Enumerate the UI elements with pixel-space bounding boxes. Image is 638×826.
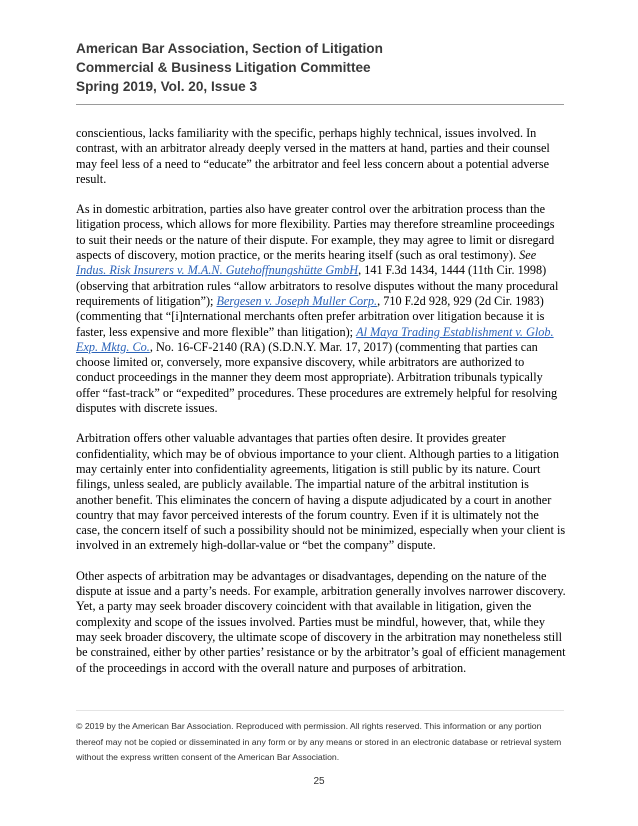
paragraph-2-text-1: As in domestic arbitration, parties also have greater control over the arbitration process than the litigation process, which allows for more flexibility. Parties may therefore streamline proceedings to suit their needs or the nature of their dispute. For example, they may agree to limit or disregard aspects of discovery, motion practice, or the merits hearing itself (such as oral testimony). — [76, 202, 555, 263]
paragraph-2-text-4: , No. 16-CF-2140 (RA) (S.D.N.Y. Mar. 17, 2017) (commenting that parties can choose limited or, conversely, more expansive discovery, while arbitrators are authorized to conduct proceedings in the manner they deem most appropriate). Arbitration tribunals typically offer “fast-track” or “expedited” procedures. These procedures are extremely helpful for resolving disputes with discrete issues. — [76, 339, 558, 416]
paragraph-2-text-2: , 141 F.3d 1434, 1444 (11th Cir. 1998) (observing that arbitration rules “allow arbitrators to resolve disputes without the many procedural requirements of litigation”); — [76, 263, 559, 308]
case-link-bergesen[interactable]: Bergesen v. Joseph Muller Corp. — [216, 293, 378, 308]
case-link-al-maya[interactable]: Al Maya Trading Establishment v. Glob. Exp. Mktg. Co. — [76, 324, 554, 354]
paragraph-2 — [76, 202, 566, 416]
header-issue: Spring 2019, Vol. 20, Issue 3 — [76, 79, 258, 94]
signal-see: See — [519, 248, 537, 263]
header-committee: Commercial & Business Litigation Committee — [76, 60, 371, 75]
page-header — [76, 39, 564, 96]
article-body — [76, 126, 566, 691]
footer-divider — [76, 710, 564, 711]
copyright-notice: © 2019 by the American Bar Association. Reproduced with permission. All rights reserved. This information or any portion thereof may not be copied or disseminated in any form or by any means or stored in an electronic database or retrieval system without the express written consent of the American Bar Association. — [76, 721, 562, 762]
header-organization: American Bar Association, Section of Litigation — [76, 41, 383, 56]
header-divider — [76, 104, 564, 105]
paragraph-4: Other aspects of arbitration may be advantages or disadvantages, depending on the nature of the dispute at issue and a party’s needs. For example, arbitration generally involves narrower discovery. Yet, a party may seek broader discovery coincident with that available in litigation, given the complexity and scope of the issues involved. Parties must be mindful, however, that, while they may seek broader discovery, the ultimate scope of discovery in the arbitration may nonetheless still be constrained, either by other parties’ resistance or by the arbitrator’s goal of efficient management of the proceedings in accord with the overall nature and purposes of arbitration. — [76, 568, 566, 675]
paragraph-2-text-3: , 710 F.2d 928, 929 (2d Cir. 1983) (commenting that “[i]nternational merchants often prefer arbitration over litigation because it is faster, less expensive and more flexible” than litigation); — [76, 293, 545, 339]
paragraph-1: conscientious, lacks familiarity with the specific, perhaps highly technical, issues involved. In contrast, with an arbitrator already deeply versed in the matters at hand, parties and their counsel may feel less of a need to “educate” the arbitrator and feel less concern about a potential adverse result. — [76, 126, 550, 186]
case-link-indus-risk[interactable]: Indus. Risk Insurers v. M.A.N. Gutehoffnungshütte GmbH — [76, 263, 359, 278]
page-number: 25 — [313, 776, 325, 787]
paragraph-3: Arbitration offers other valuable advantages that parties often desire. It provides greater confidentiality, which may be of obvious importance to your client. Although parties to a litigation may certainly enter into confidentiality agreements, litigation is still public by its nature. Court filings, unless sealed, are publicly available. The impartial nature of the arbitral institution is another benefit. This eliminates the concern of having a dispute adjudicated by a court in another country that may favor perceived interests of the forum country. Even if it is ultimately not the case, the concern itself of such a possibility should not be minimized, especially when your client is involved in an extremely high-dollar-value or “bet the company” dispute. — [76, 431, 566, 553]
